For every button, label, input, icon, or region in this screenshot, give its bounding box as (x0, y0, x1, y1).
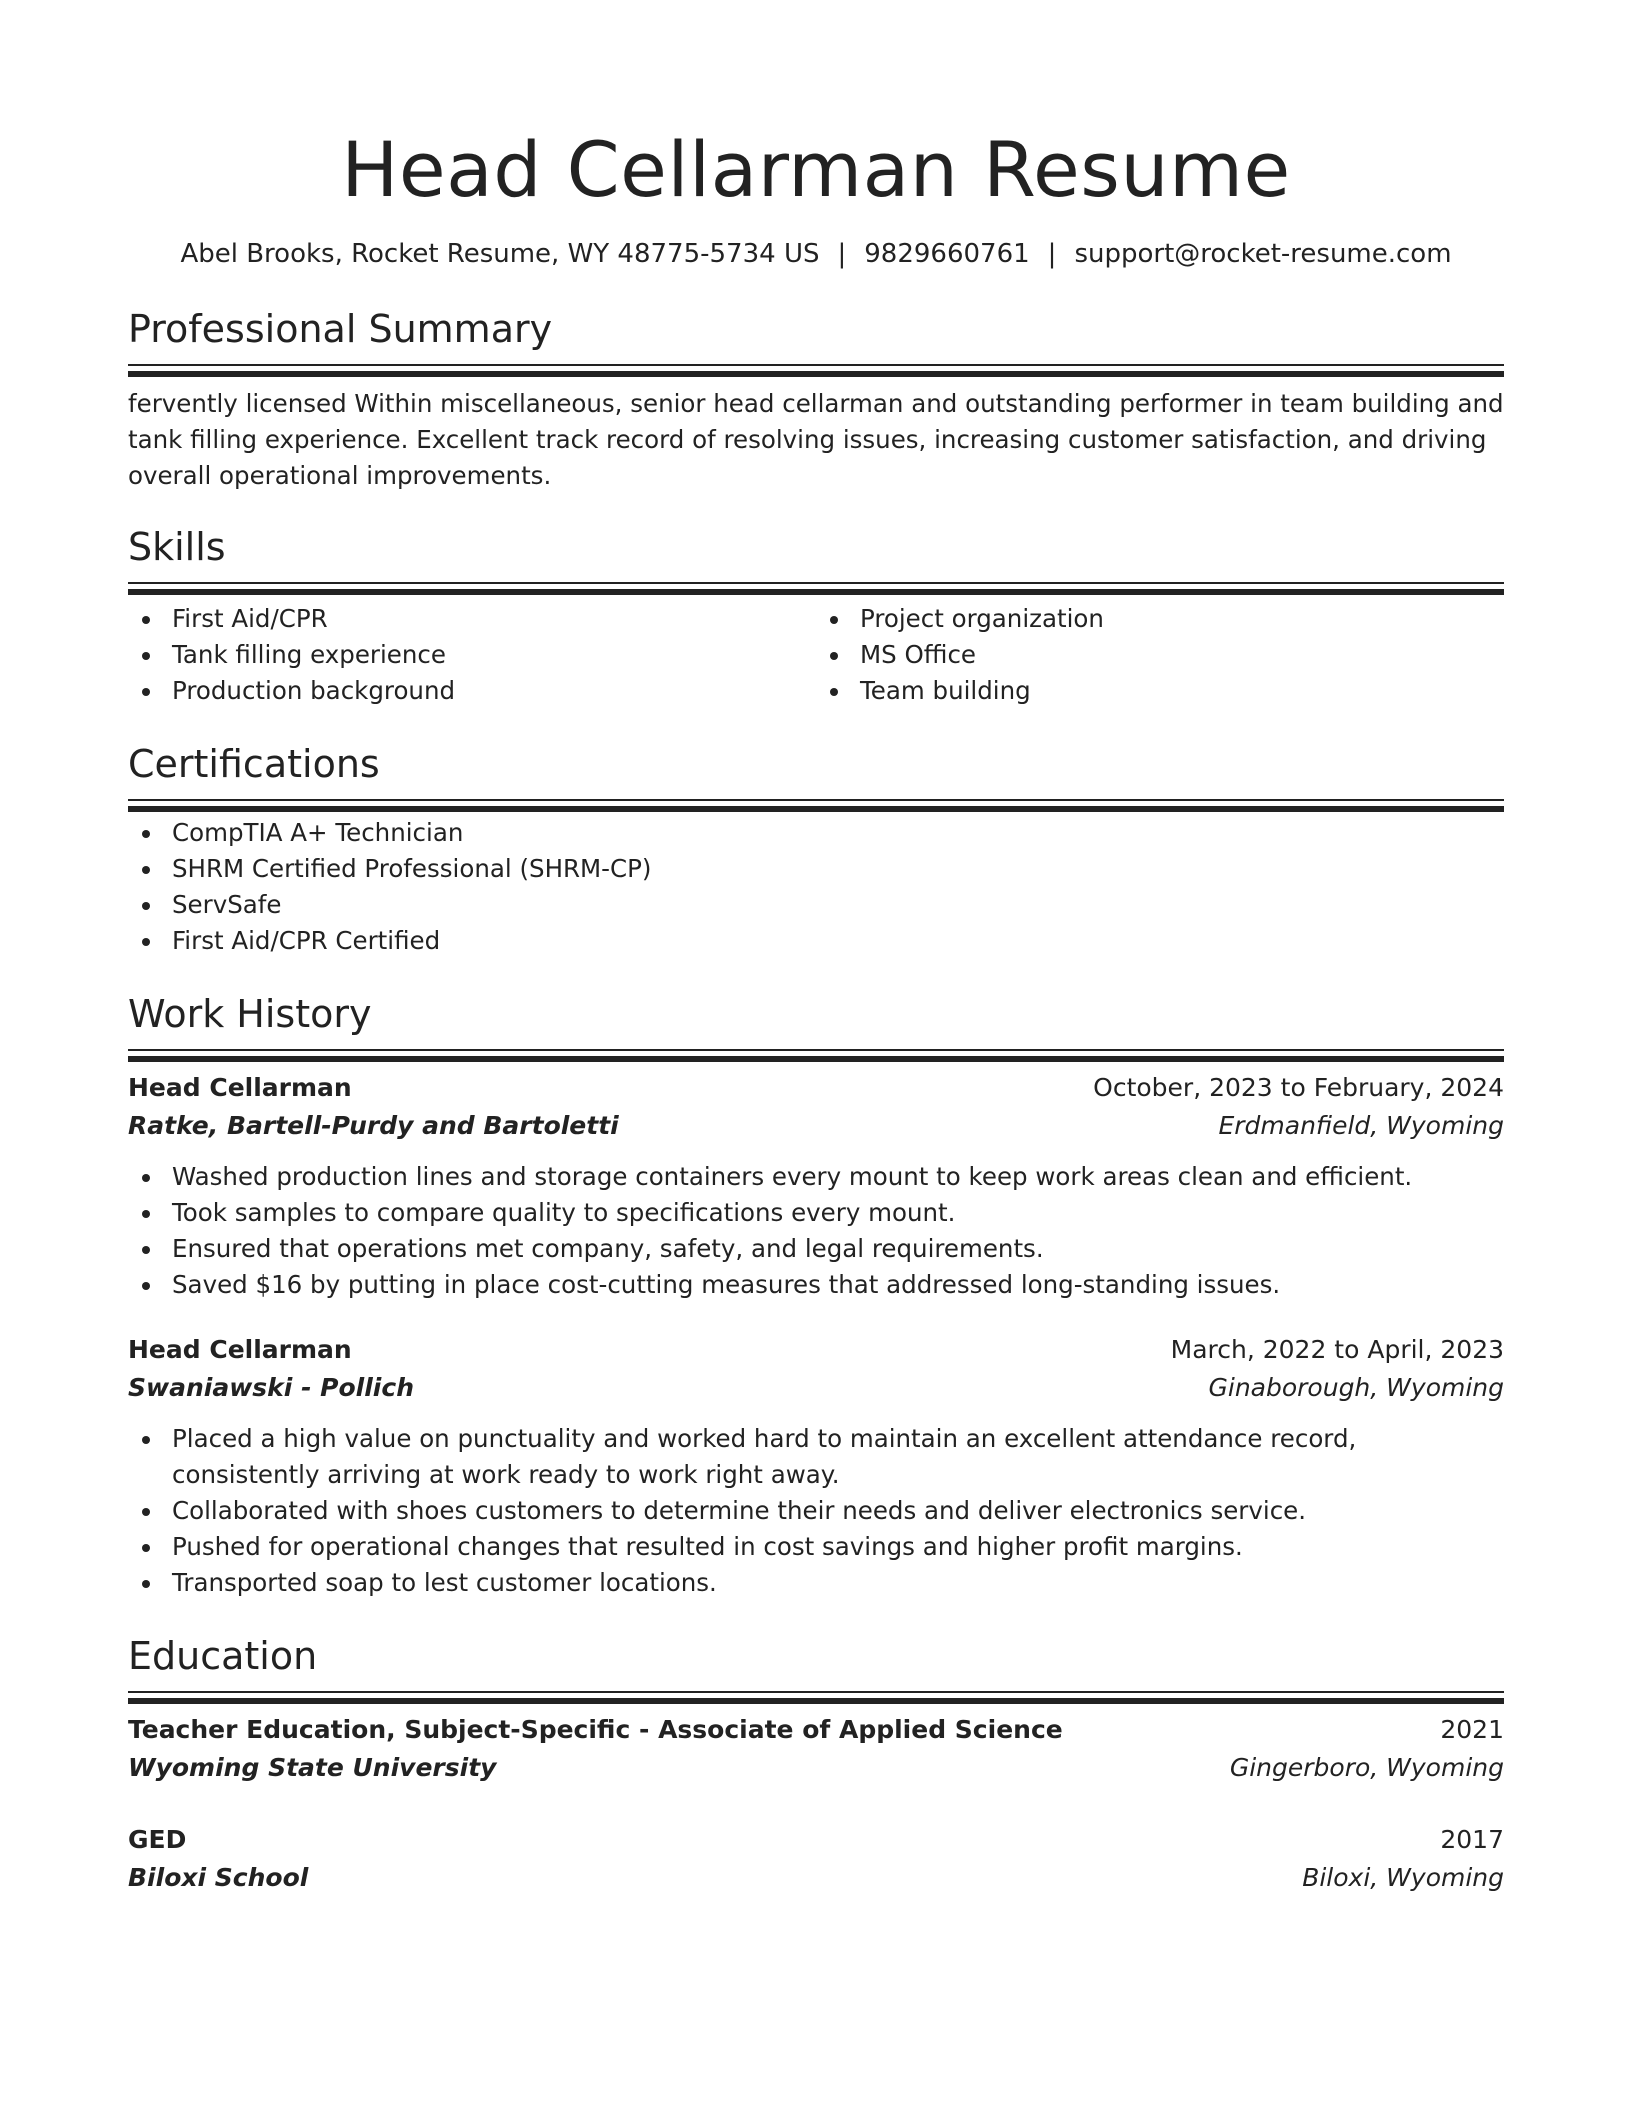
section-heading-skills: Skills (128, 525, 226, 569)
skill-item: Team building (816, 673, 1504, 709)
section-heading-summary: Professional Summary (128, 307, 553, 351)
job-duty-item: Transported soap to lest customer locations. (128, 1565, 1504, 1601)
job-header-row (128, 1331, 1504, 1369)
education-year: 2021 (1440, 1715, 1504, 1744)
job-duty-item: Took samples to compare quality to specifications every mount. (128, 1195, 1504, 1231)
contact-phone: 9829660761 (864, 239, 1030, 269)
education-location: Biloxi, Wyoming (1302, 1863, 1504, 1892)
job-header-row (128, 1069, 1504, 1107)
certifications-section (128, 739, 1504, 959)
section-divider (128, 582, 1504, 584)
section-heading-education: Education (128, 1634, 318, 1678)
skill-item: First Aid/CPR (128, 601, 816, 637)
job-title: Head Cellarman (128, 1335, 352, 1364)
education-entry (128, 1787, 1504, 1897)
skills-section (128, 522, 1504, 709)
section-heading-work-history: Work History (128, 992, 372, 1036)
summary-section (128, 304, 1504, 494)
skill-item: Project organization (816, 601, 1504, 637)
job-employer: Swaniawski - Pollich (128, 1373, 414, 1402)
certifications-list (128, 801, 1504, 959)
job-location: Erdmanfield, Wyoming (1218, 1111, 1504, 1140)
education-header-row (128, 1711, 1504, 1749)
certification-item: SHRM Certified Professional (SHRM-CP) (128, 851, 1504, 887)
job-duties-list (128, 1407, 1504, 1601)
section-heading-certifications: Certifications (128, 742, 380, 786)
job-entry (128, 1051, 1504, 1303)
contact-separator: | (837, 239, 847, 269)
job-location: Ginaborough, Wyoming (1208, 1373, 1504, 1402)
work-history-section (128, 989, 1504, 1601)
job-entry (128, 1303, 1504, 1601)
job-duty-item: Collaborated with shoes customers to determine their needs and deliver electronics service. (128, 1493, 1504, 1529)
job-employer-row (128, 1107, 1504, 1145)
skills-column-left (128, 601, 816, 709)
education-header-row (128, 1821, 1504, 1859)
job-duty-item: Placed a high value on punctuality and worked hard to maintain an excellent attendance record, consistently arriving at work ready to work right away. (128, 1421, 1504, 1493)
education-school: Wyoming State University (128, 1753, 497, 1782)
skill-item: Production background (128, 673, 816, 709)
job-dates: October, 2023 to February, 2024 (1093, 1073, 1504, 1102)
job-employer: Ratke, Bartell-Purdy and Bartoletti (128, 1111, 619, 1140)
job-duties-list (128, 1145, 1504, 1303)
section-divider (128, 799, 1504, 801)
education-school: Biloxi School (128, 1863, 309, 1892)
contact-separator: | (1047, 239, 1057, 269)
education-location: Gingerboro, Wyoming (1229, 1753, 1504, 1782)
certification-item: ServSafe (128, 887, 1504, 923)
education-degree: Teacher Education, Subject-Specific - Associate of Applied Science (128, 1715, 1063, 1744)
job-dates: March, 2022 to April, 2023 (1170, 1335, 1504, 1364)
certification-item: CompTIA A+ Technician (128, 815, 1504, 851)
education-degree: GED (128, 1825, 187, 1854)
contact-email: support@rocket-resume.com (1074, 239, 1452, 269)
job-duty-item: Ensured that operations met company, safety, and legal requirements. (128, 1231, 1504, 1267)
education-school-row (128, 1859, 1504, 1897)
contact-address: Abel Brooks, Rocket Resume, WY 48775-5734 US (180, 239, 820, 269)
education-entry (128, 1693, 1504, 1787)
section-divider (128, 1691, 1504, 1693)
education-section (128, 1631, 1504, 1897)
education-school-row (128, 1749, 1504, 1787)
job-title: Head Cellarman (128, 1073, 352, 1102)
section-divider (128, 1049, 1504, 1051)
education-year: 2017 (1440, 1825, 1504, 1854)
section-divider (128, 364, 1504, 366)
summary-text: fervently licensed Within miscellaneous, senior head cellarman and outstanding performer in team building and tank filling experience. Excellent track record of resolving issues, increasing customer satisfaction, and driving overall operational improvements. (128, 389, 1504, 490)
job-employer-row (128, 1369, 1504, 1407)
contact-line (128, 236, 1504, 272)
certification-item: First Aid/CPR Certified (128, 923, 1504, 959)
job-duty-item: Washed production lines and storage containers every mount to keep work areas clean and efficient. (128, 1159, 1504, 1195)
skills-grid (128, 584, 1504, 709)
job-duty-item: Saved $16 by putting in place cost-cutting measures that addressed long-standing issues. (128, 1267, 1504, 1303)
skill-item: Tank filling experience (128, 637, 816, 673)
skills-column-right (816, 601, 1504, 709)
skill-item: MS Office (816, 637, 1504, 673)
job-duty-item: Pushed for operational changes that resulted in cost savings and higher profit margins. (128, 1529, 1504, 1565)
resume-title: Head Cellarman Resume (341, 125, 1291, 214)
